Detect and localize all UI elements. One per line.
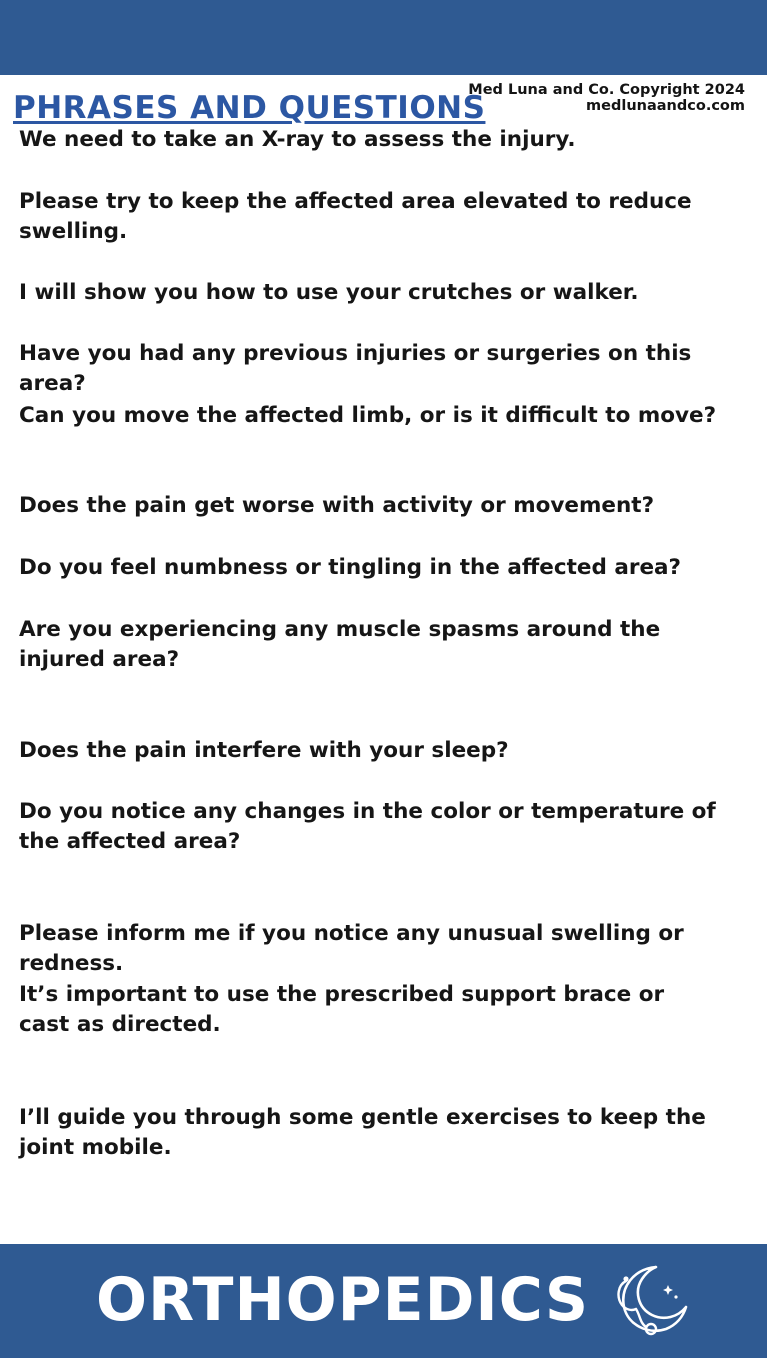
footer-title: ORTHOPEDICS [96,1265,590,1335]
phrase-item: Do you feel numbness or tingling in the affected area? [19,555,682,580]
phrase-item: Does the pain get worse with activity or movement? [19,493,655,518]
phrase-item: I will show you how to use your crutches or walker. [19,280,639,305]
phrase-item: We need to take an X-ray to assess the injury. [19,127,576,152]
page-title: PHRASES AND QUESTIONS [13,90,486,126]
phrase-item: Does the pain interfere with your sleep? [19,738,509,763]
phrase-item: It’s important to use the prescribed support brace or cast as directed. [19,982,665,1037]
website-text: medlunaandco.com [586,98,745,114]
moon-stethoscope-icon [606,1263,690,1339]
phrase-item: Please inform me if you notice any unusual swelling or redness. [19,921,684,976]
copyright-notice [468,82,745,114]
phrase-item: I’ll guide you through some gentle exercises to keep the joint mobile. [19,1105,706,1160]
phrase-item: Are you experiencing any muscle spasms around the injured area? [19,617,661,672]
phrase-item: Can you move the affected limb, or is it difficult to move? [19,403,717,428]
top-banner [0,0,767,75]
phrase-item: Do you notice any changes in the color or temperature of the affected area? [19,799,716,854]
copyright-text: Med Luna and Co. Copyright 2024 [468,82,745,98]
phrase-item: Have you had any previous injuries or surgeries on this area? [19,341,692,396]
phrase-item: Please try to keep the affected area elevated to reduce swelling. [19,189,692,244]
